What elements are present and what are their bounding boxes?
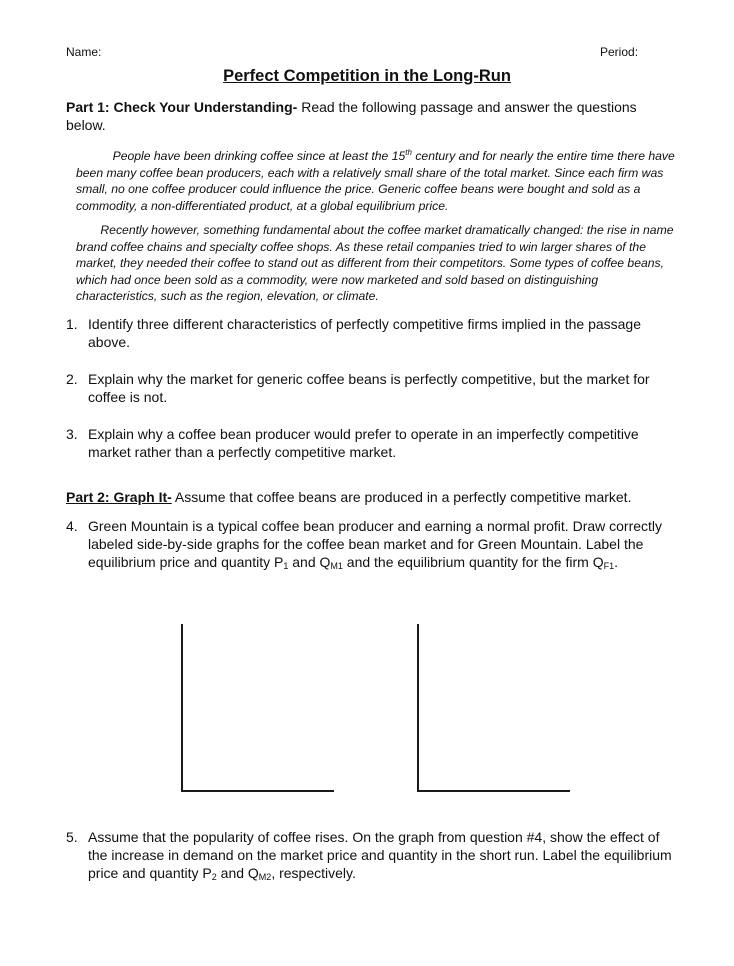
- question-4-sub-m1: M1: [330, 561, 343, 571]
- question-5-sub-m2: M2: [258, 872, 272, 882]
- question-1-text: Identify three different characteristics of perfectly competitive firms implied in the passage above.: [88, 316, 641, 350]
- passage-paragraph-1: [76, 145, 676, 214]
- passage-p1-text-b: century and for nearly the entire time there have been many coffee bean producers, each with a relatively small share of the total market. Since each firm was small, no one coffee producer could influence the price. Generic coffee beans were bought and sold as a commodity, a non-differentiated product, at a global equilibrium price.: [76, 149, 675, 213]
- question-5-number: 5.: [66, 829, 78, 845]
- question-4-text-d: .: [614, 554, 618, 570]
- question-5-text-b: and Q: [216, 865, 259, 881]
- part2-instruction: Assume that coffee beans are produced in a perfectly competitive market.: [171, 489, 632, 505]
- part1-intro: [66, 98, 676, 134]
- firm-graph-x-axis: [417, 790, 570, 792]
- part2-intro: [66, 488, 686, 506]
- question-2-number: 2.: [66, 371, 78, 387]
- firm-graph-y-axis: [417, 624, 419, 792]
- question-3: [66, 425, 682, 461]
- question-1: [66, 315, 682, 351]
- question-3-number: 3.: [66, 426, 78, 442]
- question-4-sub-f1: F1: [603, 561, 615, 571]
- question-4-text-c: and the equilibrium quantity for the firm Q: [342, 554, 604, 570]
- passage-p1-text-a: People have been drinking coffee since at least the 15: [112, 149, 406, 164]
- part2-heading: Part 2: Graph It-: [66, 489, 172, 505]
- question-2: [66, 370, 682, 406]
- part1-heading: Part 1: Check Your Understanding-: [66, 99, 298, 115]
- question-4-text-a: Green Mountain is a typical coffee bean producer and earning a normal profit. Draw correctly labeled side-by-side graphs for the coffee bean market and for Green Mountain. Label the equilibrium price and quantity P: [88, 518, 663, 570]
- passage-p1-superscript: th: [405, 148, 412, 157]
- question-5-text-a: Assume that the popularity of coffee rises. On the graph from question #4, show the effect of the increase in demand on the market price and quantity in the short run. Label the equilibrium price and quantity P: [88, 829, 672, 881]
- question-2-text: Explain why the market for generic coffee beans is perfectly competitive, but the market for coffee is not.: [88, 371, 650, 405]
- question-5-text: [88, 828, 682, 882]
- name-label: Name:: [66, 45, 102, 59]
- passage-p2-text: Recently however, something fundamental about the coffee market dramatically changed: the rise in name brand coffee chains and specialty coffee shops. As these retail companies tried to win larger shares of the market, they needed their coffee to stand out as different from their competitors. Some types of coffee beans, which had once been sold as a commodity, were now marketed and sold based on distinguishing characteristics, such as the region, elevation, or climate.: [76, 223, 674, 303]
- question-4-sub-p1: 1: [283, 561, 289, 571]
- question-1-number: 1.: [66, 316, 78, 332]
- question-4-text: [88, 517, 682, 571]
- question-5-sub-p2: 2: [211, 872, 217, 882]
- question-4: [66, 517, 682, 571]
- question-4-text-b: and Q: [288, 554, 331, 570]
- question-5-text-c: , respectively.: [271, 865, 356, 881]
- question-3-text: Explain why a coffee bean producer would prefer to operate in an imperfectly competitive market rather than a perfectly competitive market.: [88, 426, 639, 460]
- period-label: Period:: [600, 45, 639, 59]
- passage-paragraph-2: [76, 222, 676, 305]
- question-5: [66, 828, 682, 882]
- page-title: Perfect Competition in the Long-Run: [223, 67, 511, 85]
- part1-instruction: Read the following passage and answer the questions below.: [66, 99, 637, 133]
- market-graph-y-axis: [181, 624, 183, 792]
- market-graph-x-axis: [181, 790, 334, 792]
- question-4-number: 4.: [66, 518, 78, 534]
